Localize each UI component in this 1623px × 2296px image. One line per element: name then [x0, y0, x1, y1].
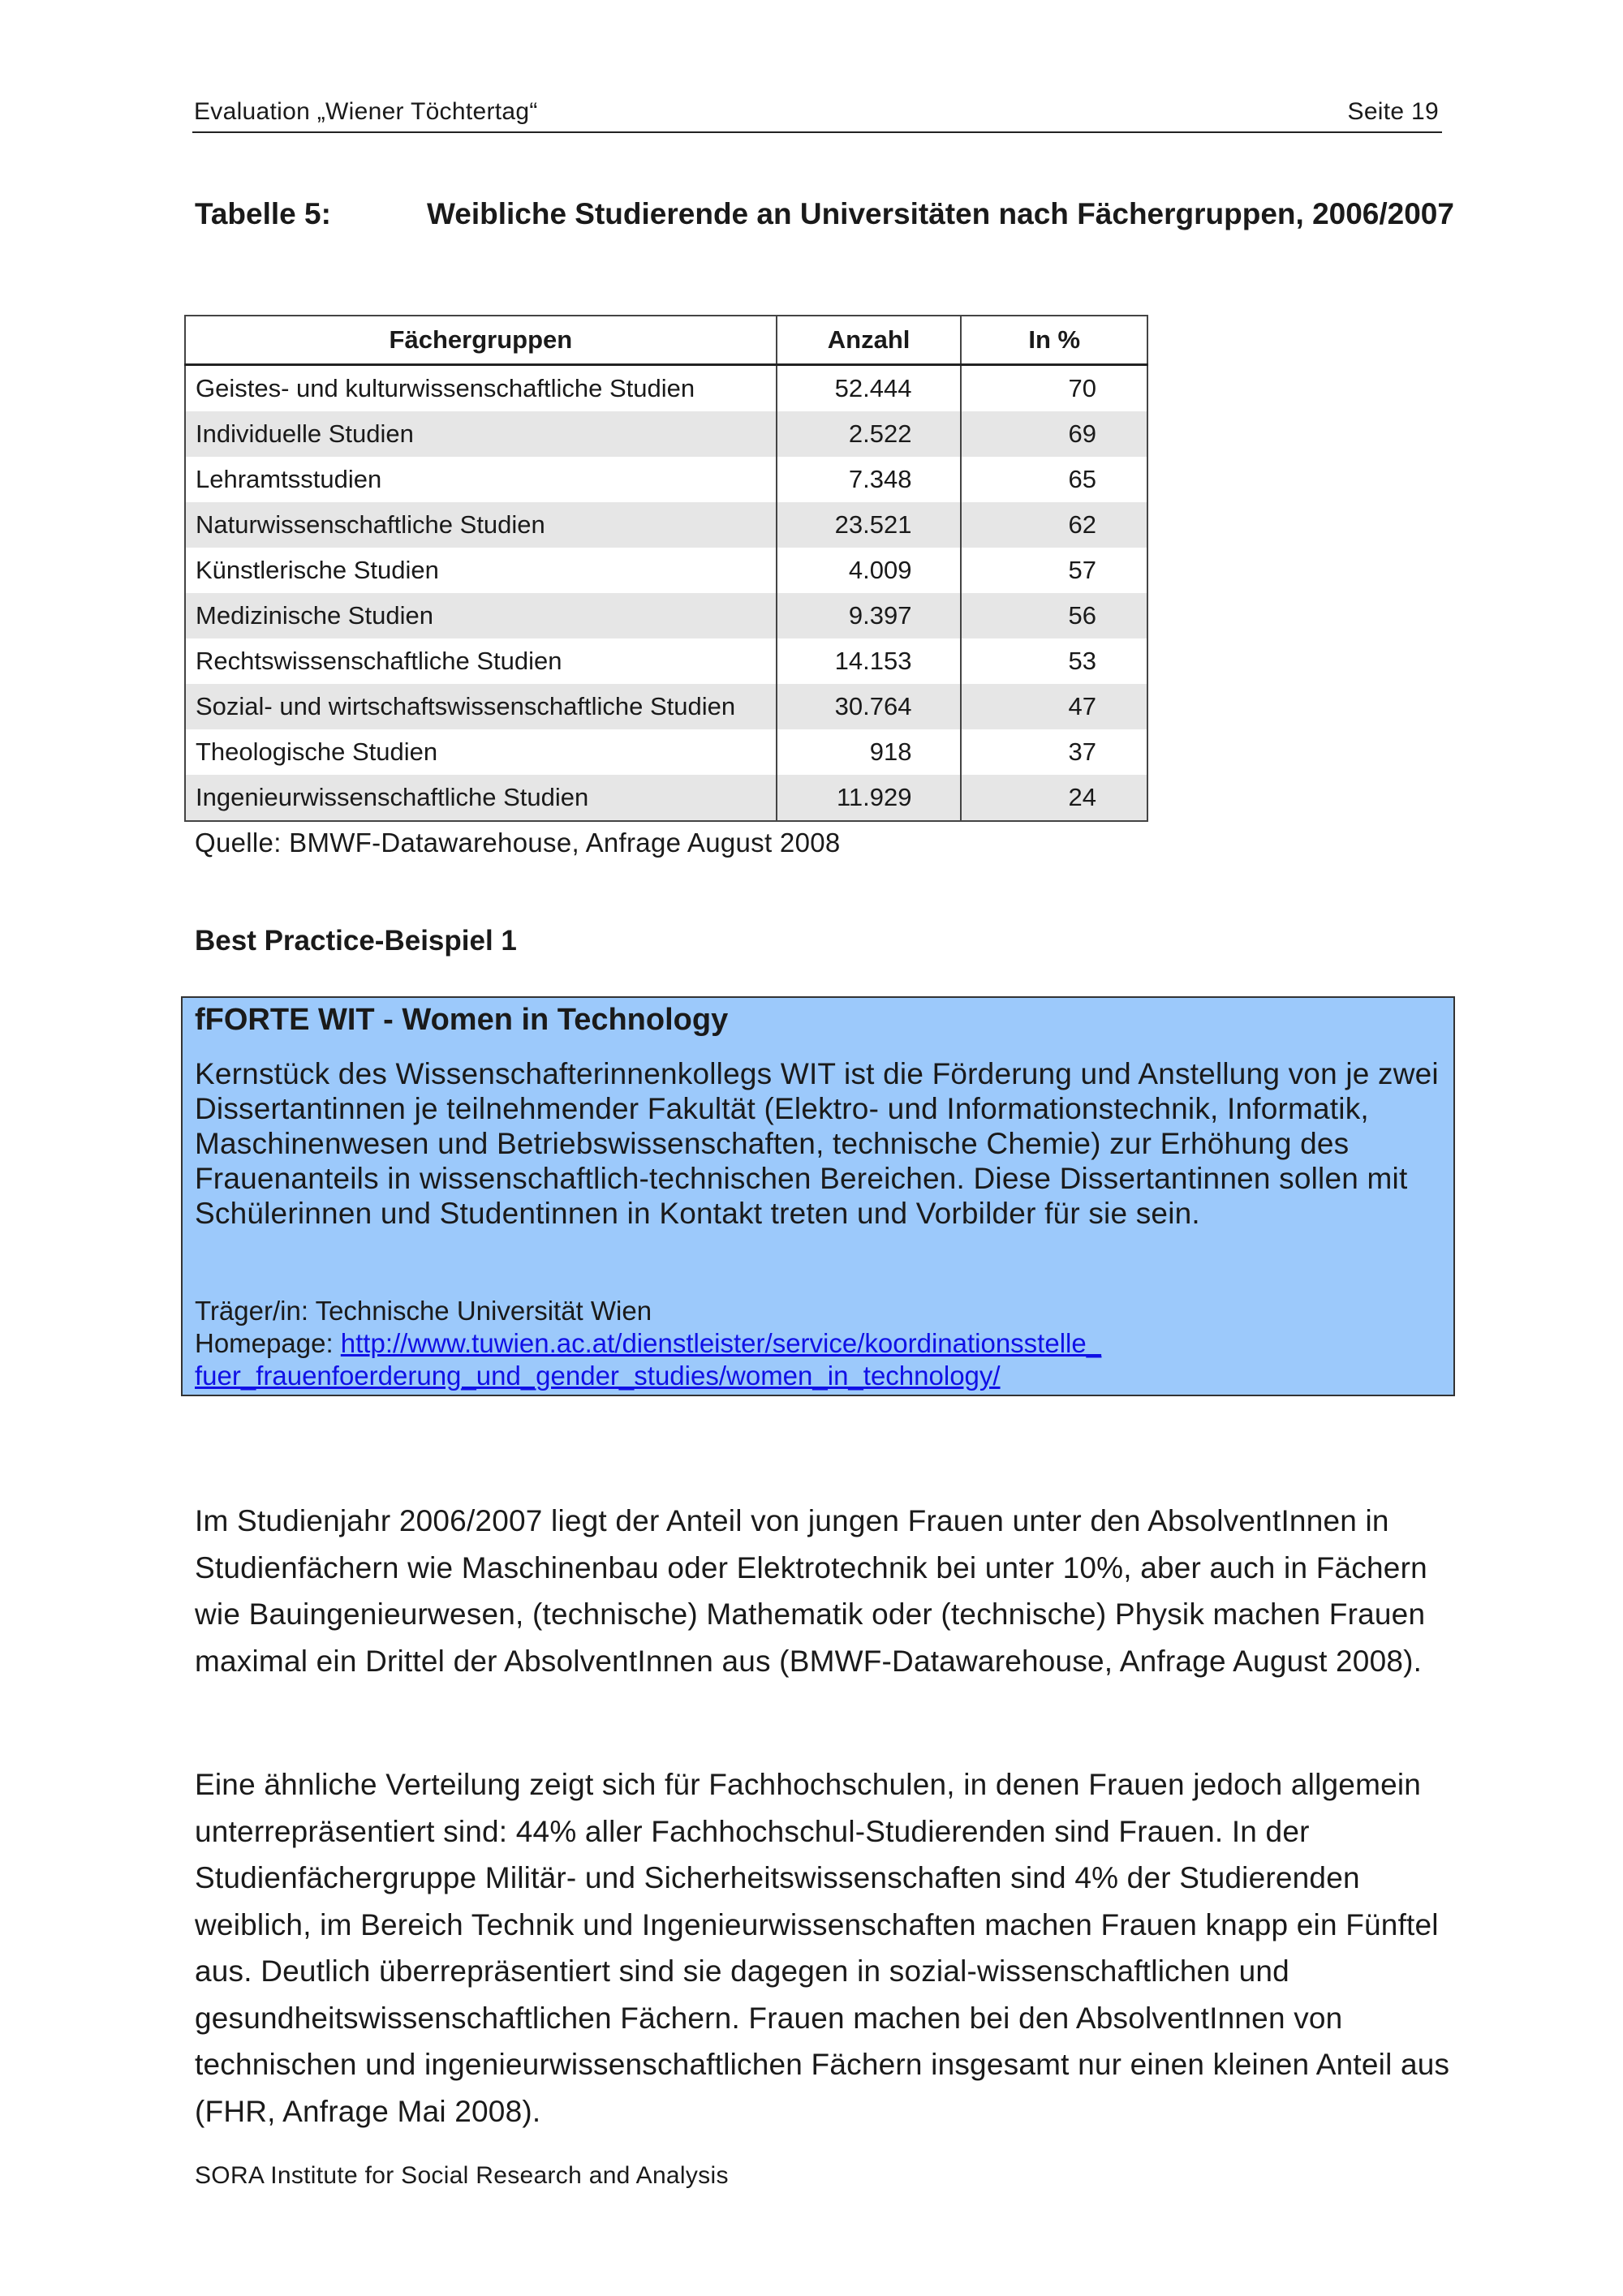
- table-row: [185, 365, 1147, 412]
- cell-percent: 65: [961, 457, 1147, 502]
- body-paragraph-1: Im Studienjahr 2006/2007 liegt der Anteil von jungen Frauen unter den AbsolventInnen in Studienfächern wie Maschinenbau oder Elektrotechnik bei unter 10%, aber auch in Fächern wie Bauingenieurwesen, (technische) Mathematik oder (technische) Physik machen Frauen maximal ein Drittel der AbsolventInnen aus (BMWF-Datawarehouse, Anfrage August 2008).: [195, 1504, 1427, 1678]
- homepage-link-part-2[interactable]: fuer_frauenfoerderung_und_gender_studies/women_in_technology/: [195, 1361, 1001, 1391]
- best-practice-title: fFORTE WIT - Women in Technology: [195, 1003, 729, 1037]
- homepage-label: Homepage:: [195, 1328, 334, 1358]
- table-row: [185, 457, 1147, 502]
- cell-name: Theologische Studien: [185, 729, 777, 775]
- cell-name: Rechtswissenschaftliche Studien: [185, 638, 777, 684]
- best-practice-text: Kernstück des Wissenschafterinnenkollegs WIT ist die Förderung und Anstellung von je zwei Dissertantinnen je teilnehmender Fakultät (Elektro- und Informationstechnik, Informatik, Maschinenwesen und Betriebswissenschaften, technische Chemie) zur Erhöhung des Frauenanteils in wissenschaftlich-technischen Bereichen. Diese Dissertantinnen sollen mit Schülerinnen und Studentinnen in Kontakt treten und Vorbilder für sie sein.: [195, 1057, 1439, 1230]
- cell-count: 30.764: [777, 684, 962, 729]
- homepage-link-part-1[interactable]: http://www.tuwien.ac.at/dienstleister/service/koordinationsstelle_: [340, 1328, 1102, 1358]
- cell-name: Künstlerische Studien: [185, 548, 777, 593]
- running-header: [192, 96, 1442, 133]
- cell-name: Naturwissenschaftliche Studien: [185, 502, 777, 548]
- table-title: Weibliche Studierende an Universitäten nach Fächergruppen, 2006/2007: [427, 197, 1454, 230]
- cell-percent: 57: [961, 548, 1147, 593]
- table-row: [185, 775, 1147, 821]
- header-title: Evaluation „Wiener Töchtertag“: [194, 98, 538, 125]
- cell-count: 23.521: [777, 502, 962, 548]
- cell-name: Medizinische Studien: [185, 593, 777, 638]
- cell-percent: 47: [961, 684, 1147, 729]
- cell-count: 52.444: [777, 365, 962, 412]
- table-row: [185, 548, 1147, 593]
- table-row: [185, 411, 1147, 457]
- body-paragraph-2: Eine ähnliche Verteilung zeigt sich für Fachhochschulen, in denen Frauen jedoch allgemein unterrepräsentiert sind: 44% aller Fachhochschul-Studierenden sind Frauen. In der Studienfächergruppe Militär- und Sicherheitswissenschaften sind 4% der Studierenden weiblich, im Bereich Technik und Ingenieurwissenschaften machen Frauen knapp ein Fünftel aus. Deutlich überrepräsentiert sind sie dagegen in sozial-wissenschaftlichen und gesundheitswissenschaftlichen Fächern. Frauen machen bei den AbsolventInnen von technischen und ingenieurwissenschaftlichen Fächern insgesamt nur einen kleinen Anteil aus (FHR, Anfrage Mai 2008).: [195, 1768, 1450, 2128]
- cell-percent: 69: [961, 411, 1147, 457]
- page-footer: SORA Institute for Social Research and Analysis: [195, 2162, 729, 2189]
- cell-count: 4.009: [777, 548, 962, 593]
- best-practice-box: [181, 996, 1455, 1396]
- cell-count: 7.348: [777, 457, 962, 502]
- column-header-faechergruppen: Fächergruppen: [185, 316, 777, 365]
- table-row: [185, 729, 1147, 775]
- table-row: [185, 593, 1147, 638]
- cell-percent: 70: [961, 365, 1147, 412]
- table-header-row: [185, 316, 1147, 365]
- table-row: [185, 684, 1147, 729]
- homepage-line: [195, 1327, 1101, 1360]
- cell-name: Ingenieurwissenschaftliche Studien: [185, 775, 777, 821]
- table-row: [185, 638, 1147, 684]
- cell-percent: 62: [961, 502, 1147, 548]
- column-header-prozent: In %: [961, 316, 1147, 365]
- cell-name: Geistes- und kulturwissenschaftliche Studien: [185, 365, 777, 412]
- table-row: [185, 502, 1147, 548]
- cell-name: Lehramtsstudien: [185, 457, 777, 502]
- cell-name: Sozial- und wirtschaftswissenschaftliche Studien: [185, 684, 777, 729]
- cell-percent: 56: [961, 593, 1147, 638]
- cell-count: 9.397: [777, 593, 962, 638]
- column-header-anzahl: Anzahl: [777, 316, 962, 365]
- cell-percent: 53: [961, 638, 1147, 684]
- cell-name: Individuelle Studien: [185, 411, 777, 457]
- cell-count: 14.153: [777, 638, 962, 684]
- homepage-line-2: [195, 1360, 1101, 1392]
- best-practice-heading: Best Practice-Beispiel 1: [195, 925, 517, 957]
- cell-percent: 37: [961, 729, 1147, 775]
- table-source: Quelle: BMWF-Datawarehouse, Anfrage August 2008: [195, 828, 841, 858]
- cell-count: 918: [777, 729, 962, 775]
- page-number: Seite 19: [1347, 98, 1439, 125]
- cell-count: 11.929: [777, 775, 962, 821]
- cell-count: 2.522: [777, 411, 962, 457]
- cell-percent: 24: [961, 775, 1147, 821]
- best-practice-meta: [195, 1295, 1101, 1392]
- table-label: Tabelle 5:: [195, 197, 331, 230]
- carrier-line: Träger/in: Technische Universität Wien: [195, 1296, 652, 1326]
- data-table: [184, 315, 1148, 822]
